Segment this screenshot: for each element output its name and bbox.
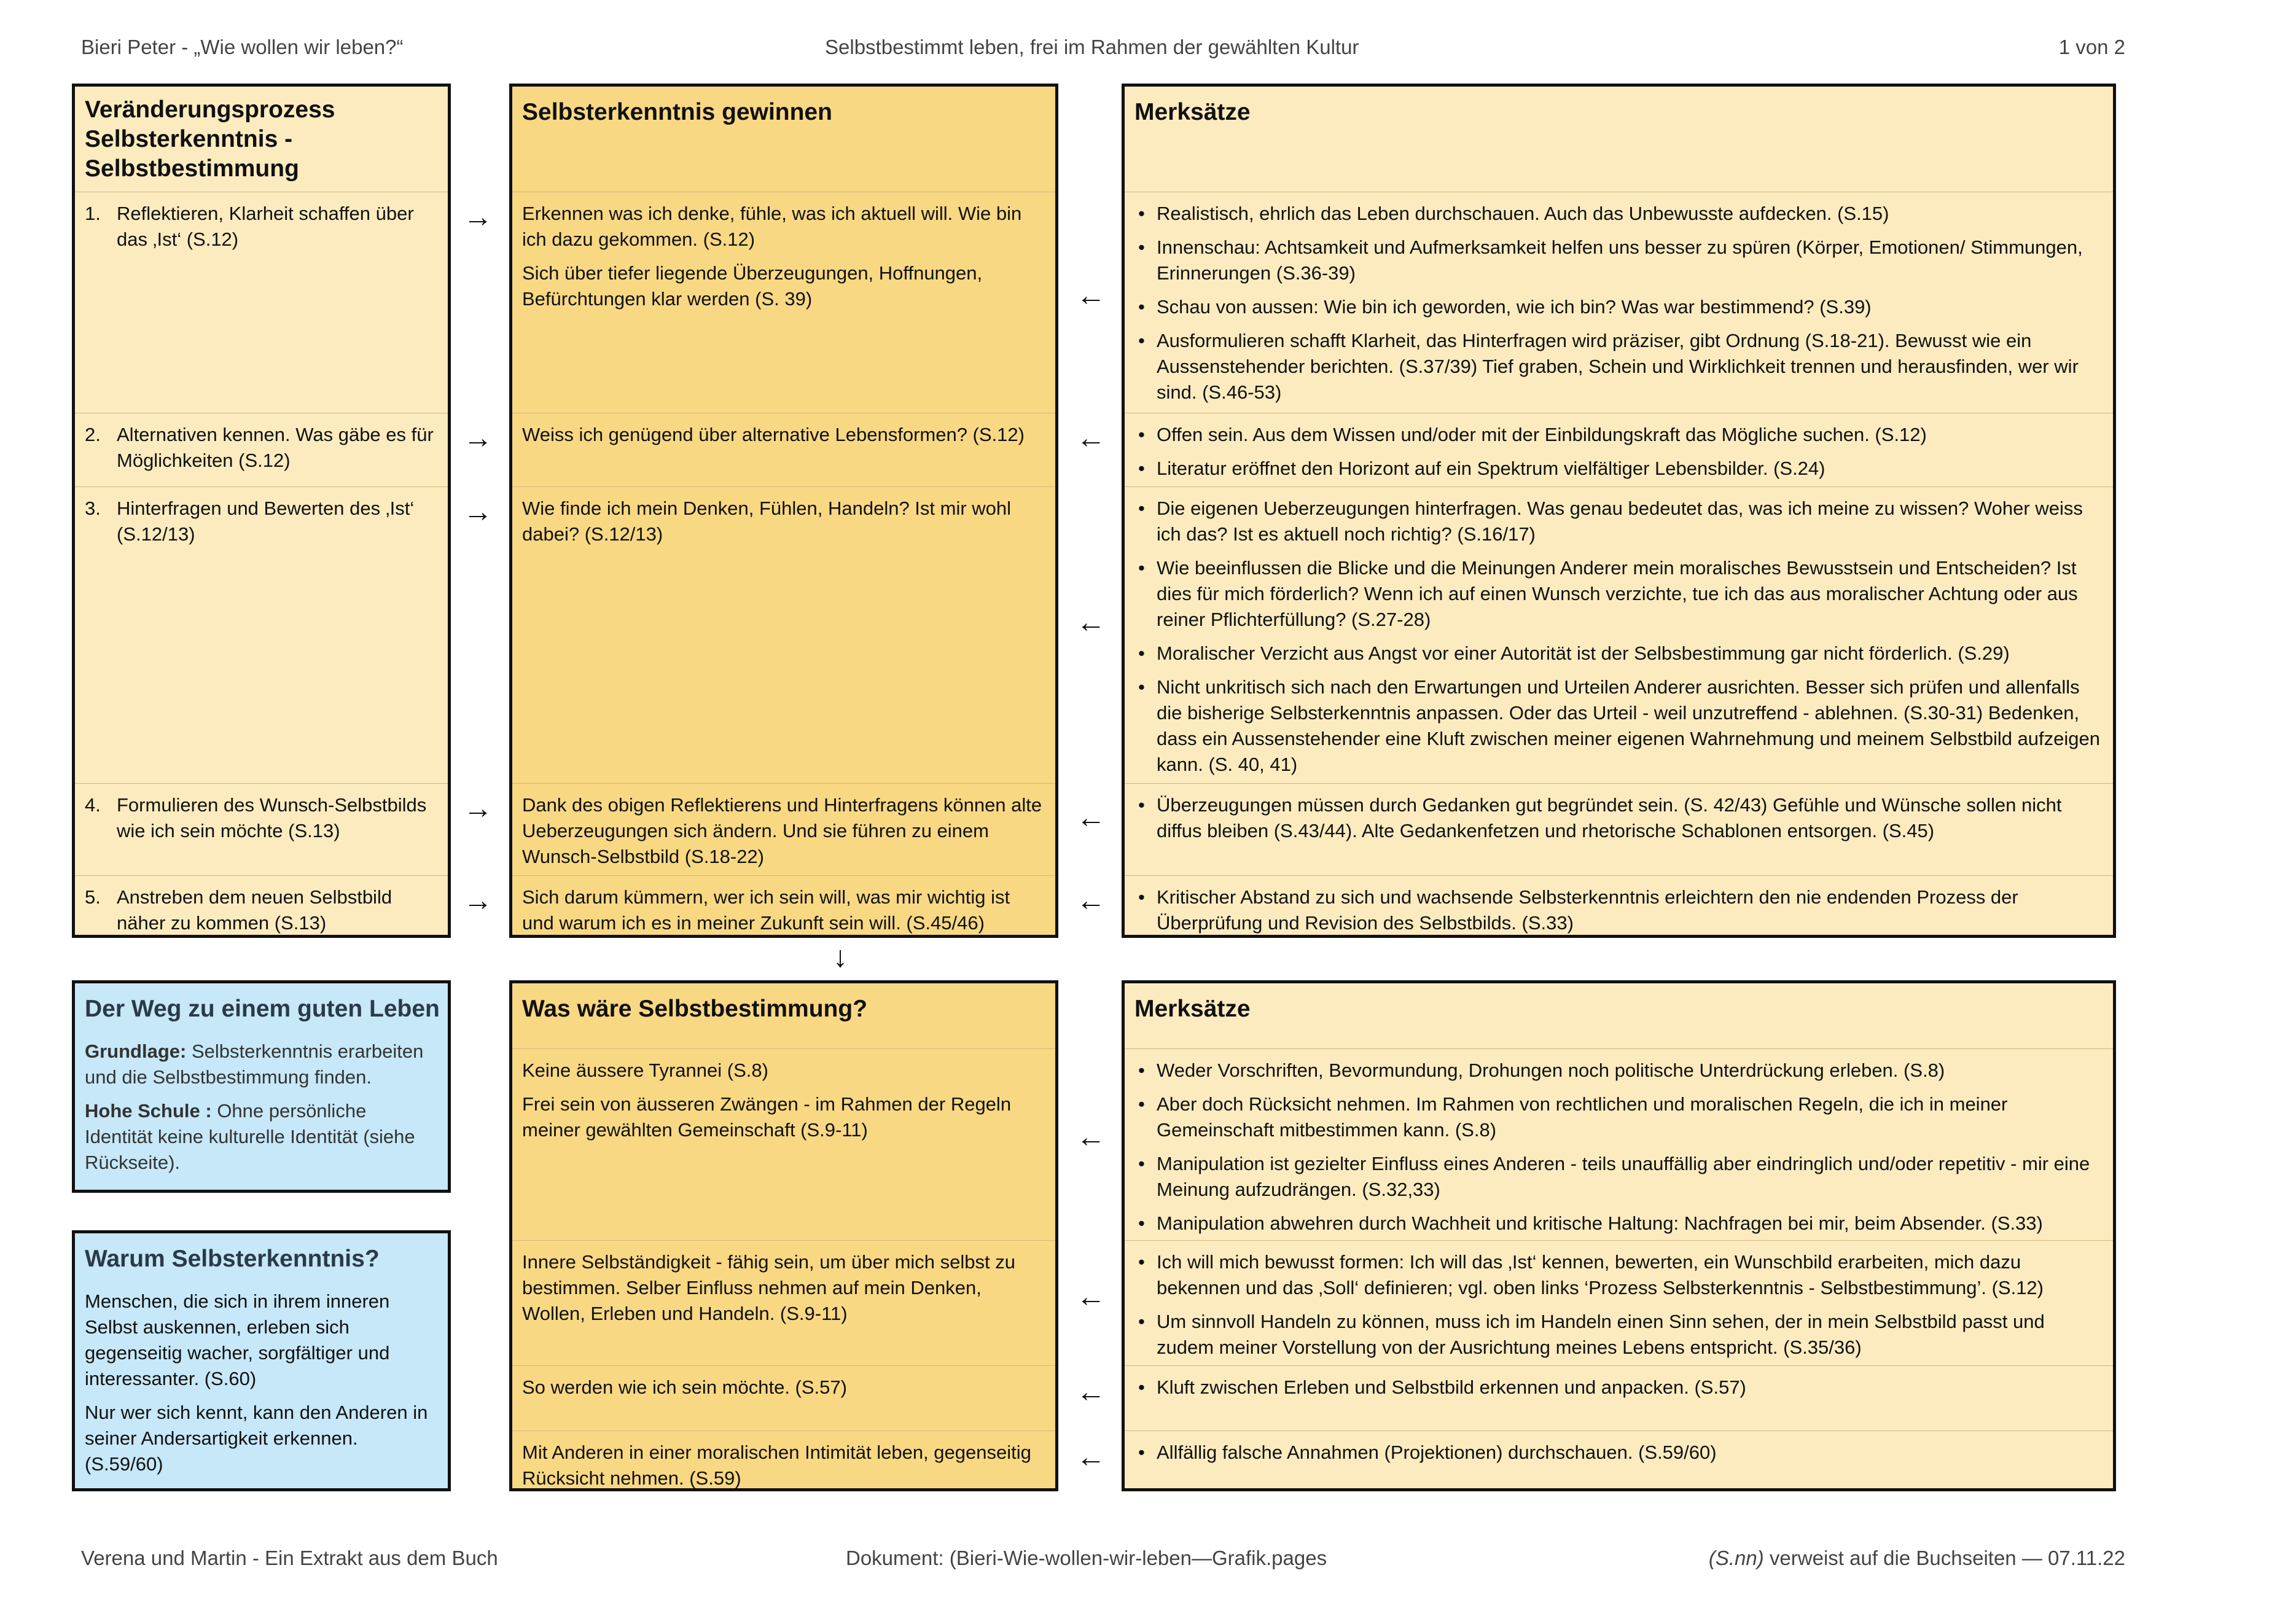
selbstbestimmung-row [512, 1048, 1055, 1240]
merksatz-row [1125, 875, 2113, 937]
process-step [75, 413, 448, 486]
bullet-item: • Aber doch Rücksicht nehmen. Im Rahmen von rechtlichen und moralischen Regeln, die ich in meiner Gemeinschaft mitbestimmen kann. (S.8) [1134, 1091, 2103, 1143]
bullet-item: • Ausformulieren schafft Klarheit, das Hinterfragen wird präziser, gibt Ordnung (S.18-21). Bewusst wie ein Aussenstehender berichten. (S.37/39) Tief graben, Schein und Wirklichkeit trennen und herausfinden, wer wir sind. (S.46-53) [1134, 328, 2103, 405]
bullet-item: • Kritischer Abstand zu sich und wachsende Selbsterkenntnis erleichtern den nie endenden Prozess der Überprüfung und Revision des Selbstbilds. (S.33) [1134, 884, 2103, 936]
warum-text: Menschen, die sich in ihrem inneren Selbst auskennen, erleben sich gegenseitig wacher, sorgfältiger und interessanter. (S.60) [85, 1290, 390, 1389]
selbsterkenntnis-row [512, 486, 1055, 783]
selbsterkenntnis-row [512, 875, 1055, 937]
bullet-item: • Kluft zwischen Erleben und Selbstbild erkennen und anpacken. (S.57) [1134, 1375, 2103, 1400]
left-arrow-icon: ← [1076, 1376, 1106, 1408]
row-text: Wie finde ich mein Denken, Fühlen, Handeln? Ist mir wohl dabei? (S.12/13) [522, 498, 1012, 545]
process-step [75, 875, 448, 937]
selbsterkenntnis-row [512, 192, 1055, 413]
merksaetze-bottom-title: Merksätze [1134, 996, 1251, 1022]
weg-box [72, 980, 451, 1193]
right-arrow-icon: → [463, 201, 493, 233]
merksatz-row [1125, 1240, 2113, 1365]
bullet-item: • Wie beeinflussen die Blicke und die Meinungen Anderer mein moralisches Bewusstsein und Entscheiden? Ist dies für mich förderlich? Wenn ich auf einen Wunsch verzichte, tue ich das aus moralischer Achtung oder aus reiner Pflichterfüllung? (S.27-28) [1134, 555, 2103, 633]
merksatz-row [1125, 192, 2113, 413]
row-text: So werden wie ich sein möchte. (S.57) [522, 1376, 847, 1398]
merksaetze-top-box [1122, 84, 2116, 938]
bullet-item: • Manipulation ist gezielter Einfluss eines Anderen - teils unauffällig aber eindringlich und/oder repetitiv - mir eine Meinung aufzudrängen. (S.32,33) [1134, 1151, 2103, 1203]
warum-title: Warum Selbsterkenntnis? [85, 1246, 380, 1272]
left-arrow-icon: ← [1076, 279, 1106, 312]
bullet-item: • Manipulation abwehren durch Wachheit und kritische Haltung: Nachfragen bei mir, beim Absender. (S.33) [1134, 1211, 2103, 1236]
left-arrow-icon: ← [1076, 802, 1106, 834]
row-text: Sich darum kümmern, wer ich sein will, was mir wichtig ist und warum ich es in meiner Zukunft sein will. (S.45/46) [522, 886, 1010, 934]
row-text: Innere Selbständigkeit - fähig sein, um über mich selbst zu bestimmen. Selber Einfluss nehmen auf mein Denken, Wollen, Erleben und Handeln. (S.9-11) [522, 1251, 1015, 1324]
bullet-item: • Weder Vorschriften, Bevormundung, Drohungen noch politische Unterdrückung erleben. (S.8) [1134, 1058, 2103, 1083]
merksaetze-bottom-box [1122, 980, 2116, 1491]
merksatz-row [1125, 783, 2113, 875]
header-center: Selbstbestimmt leben, frei im Rahmen der gewählten Kultur [825, 36, 1359, 58]
step-number: 4. [85, 794, 101, 816]
weg-title: Der Weg zu einem guten Leben [85, 996, 440, 1022]
row-text: Keine äussere Tyrannei (S.8) [522, 1060, 768, 1081]
selbsterkenntnis-title: Selbsterkenntnis gewinnen [522, 99, 832, 125]
left-arrow-icon: ← [1076, 422, 1106, 455]
process-step [75, 192, 448, 413]
bullet-item: • Innenschau: Achtsamkeit und Aufmerksamkeit helfen uns besser zu spüren (Körper, Emotionen/ Stimmungen, Erinnerungen (S.36-39) [1134, 235, 2103, 286]
process-step [75, 783, 448, 875]
selbstbestimmung-title: Was wäre Selbstbestimmung? [522, 996, 868, 1022]
footer-left: Verena und Martin - Ein Extrakt aus dem Buch [81, 1547, 498, 1569]
right-arrow-icon: → [463, 496, 493, 528]
bullet-item: • Offen sein. Aus dem Wissen und/oder mit der Einbildungskraft das Mögliche suchen. (S.12) [1134, 422, 2103, 448]
merksatz-row [1125, 1365, 2113, 1430]
bullet-item: • Überzeugungen müssen durch Gedanken gut begründet sein. (S. 42/43) Gefühle und Wünsche sollen nicht diffus bleiben (S.43/44). Alte Gedankenfetzen und rhetorische Schablonen entsorgen. (S.45) [1134, 792, 2103, 844]
right-arrow-icon: → [463, 792, 493, 825]
bullet-item: • Realistisch, ehrlich das Leben durchschauen. Auch das Unbewusste aufdecken. (S.15) [1134, 201, 2103, 227]
merksatz-row [1125, 1430, 2113, 1488]
bullet-item: • Nicht unkritisch sich nach den Erwartungen und Urteilen Anderer ausrichten. Besser sich prüfen und allenfalls die bisherige Selbsterkenntnis anpassen. Oder das Urteil - weil unzutreffend - ablehnen. (S.30-31) Bedenken, dass ein Aussenstehender eine Kluft zwischen meiner eigenen Wahrnehmung und meinem Selbstbild aufzeigen kann. (S. 40, 41) [1134, 674, 2103, 778]
step-text: Formulieren des Wunsch-Selbstbilds wie ich sein möchte (S.13) [117, 794, 427, 841]
row-text: Sich über tiefer liegende Überzeugungen, Hoffnungen, Befürchtungen klar werden (S. 39) [522, 262, 983, 310]
row-text: Mit Anderen in einer moralischen Intimität leben, gegenseitig Rücksicht nehmen. (S.59) [522, 1442, 1031, 1489]
merksatz-row [1125, 1048, 2113, 1240]
step-text: Alternativen kennen. Was gäbe es für Möglichkeiten (S.12) [117, 424, 434, 471]
selbsterkenntnis-row [512, 783, 1055, 875]
footer-right: (S.nn) verweist auf die Buchseiten — 07.11.22 [1708, 1547, 2125, 1569]
bullet-item: • Moralischer Verzicht aus Angst vor einer Autorität ist der Selbsbestimmung gar nicht förderlich. (S.29) [1134, 641, 2103, 666]
merksatz-row [1125, 486, 2113, 783]
weg-hohe-schule: Hohe Schule : Ohne persönliche Identität keine kulturelle Identität (siehe Rückseite). [85, 1100, 415, 1173]
step-number: 2. [85, 424, 101, 445]
selbsterkenntnis-box [509, 84, 1058, 938]
left-arrow-icon: ← [1076, 1281, 1106, 1313]
selbstbestimmung-row [512, 1240, 1055, 1365]
merksatz-row [1125, 413, 2113, 486]
step-number: 1. [85, 203, 101, 224]
row-text: Weiss ich genügend über alternative Lebensformen? (S.12) [522, 424, 1025, 445]
row-text: Frei sein von äusseren Zwängen - im Rahmen der Regeln meiner gewählten Gemeinschaft (S.9-11) [522, 1093, 1012, 1141]
process-step [75, 486, 448, 783]
footer-center: Dokument: (Bieri-Wie-wollen-wir-leben—Grafik.pages [846, 1547, 1327, 1569]
bullet-item: • Ich will mich bewusst formen: Ich will das ‚Ist‘ kennen, bewerten, ein Wunschbild erarbeiten, mich dazu bekennen und das ‚Soll‘ definieren; vgl. oben links ‘Prozess Selbsterkenntnis - Selbstbestimmung’. (S.12) [1134, 1249, 2103, 1301]
selbstbestimmung-row [512, 1365, 1055, 1430]
row-text: Dank des obigen Reflektierens und Hinterfragens können alte Ueberzeugungen sich ändern. Und sie führen zu einem Wunsch-Selbstbild (S.18-22) [522, 794, 1042, 867]
header-left: Bieri Peter - „Wie wollen wir leben?“ [81, 36, 404, 58]
selbstbestimmung-box [509, 980, 1058, 1491]
step-text: Reflektieren, Klarheit schaffen über das ‚Ist‘ (S.12) [117, 203, 414, 250]
step-text: Anstreben dem neuen Selbstbild näher zu kommen (S.13) [117, 886, 392, 934]
warum-box [72, 1230, 451, 1491]
selbsterkenntnis-row [512, 413, 1055, 486]
bullet-item: • Um sinnvoll Handeln zu können, muss ich im Handeln einen Sinn sehen, der in mein Selbstbild passt und zudem meiner Vorstellung von der Ausrichtung meines Lebens entspricht. (S.35/36) [1134, 1309, 2103, 1360]
step-number: 3. [85, 498, 101, 519]
row-text: Erkennen was ich denke, fühle, was ich aktuell will. Wie bin ich dazu gekommen. (S.12) [522, 203, 1022, 250]
bullet-item: • Allfällig falsche Annahmen (Projektionen) durchschauen. (S.59/60) [1134, 1440, 2103, 1466]
step-number: 5. [85, 886, 101, 908]
left-arrow-icon: ← [1076, 1441, 1106, 1473]
bullet-item: • Die eigenen Ueberzeugungen hinterfragen. Was genau bedeutet das, was ich meine zu wissen? Woher weiss ich das? Ist es aktuell noch richtig? (S.16/17) [1134, 496, 2103, 547]
weg-grundlage: Grundlage: Selbsterkenntnis erarbeiten und die Selbstbestimmung finden. [85, 1040, 424, 1088]
left-arrow-icon: ← [1076, 606, 1106, 639]
merksaetze-top-title: Merksätze [1134, 99, 1251, 125]
selbstbestimmung-row [512, 1430, 1055, 1488]
process-title: Veränderungsprozess Selbsterkenntnis - Selbstbestimmung [85, 96, 335, 182]
right-arrow-icon: → [463, 884, 493, 917]
step-text: Hinterfragen und Bewerten des ‚Ist‘ (S.12/13) [117, 498, 415, 545]
bullet-item: • Literatur eröffnet den Horizont auf ein Spektrum vielfältiger Lebensbilder. (S.24) [1134, 456, 2103, 482]
warum-text: Nur wer sich kennt, kann den Anderen in seiner Andersartigkeit erkennen. (S.59/60) [85, 1402, 428, 1475]
bullet-item: • Schau von aussen: Wie bin ich geworden, wie ich bin? Was war bestimmend? (S.39) [1134, 294, 2103, 320]
left-arrow-icon: ← [1076, 884, 1106, 917]
process-box [72, 84, 451, 938]
left-arrow-icon: ← [1076, 1121, 1106, 1153]
header-page: 1 von 2 [2058, 36, 2125, 58]
right-arrow-icon: → [463, 422, 493, 455]
down-arrow-icon: ↓ [833, 941, 848, 974]
